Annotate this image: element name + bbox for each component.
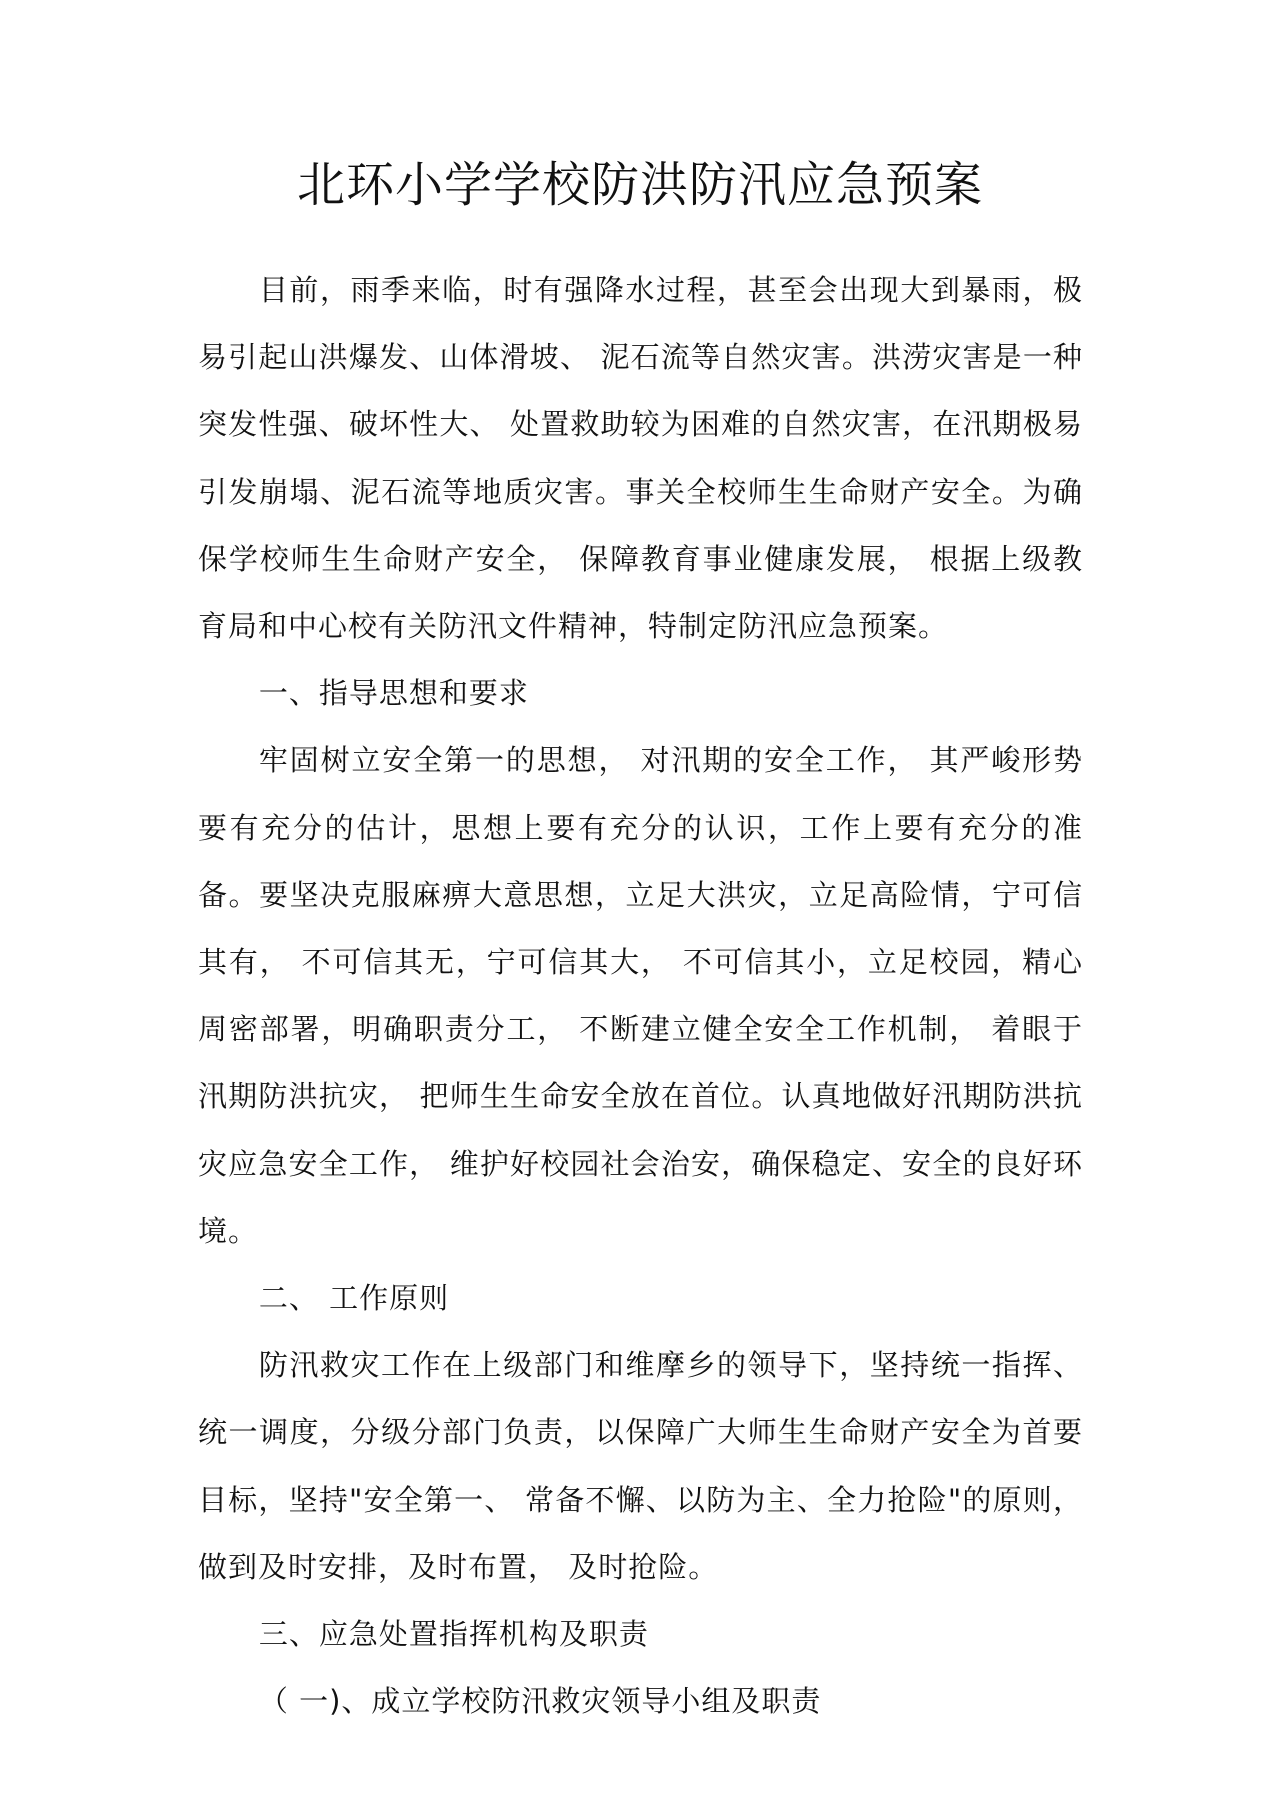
section-heading-2: 二、 工作原则 — [258, 1281, 450, 1316]
paragraph-intro: 目前，雨季来临，时有强降水过程，甚至会出现大到暴雨，极易引起山洪爆发、山体滑坡、 泥石流等自然灾害。洪涝灾害是一种突发性强、破坏性大、 处置救助较为困难的自然灾害，在汛期极易引发崩塌、泥石流等地质灾害。事关全校师生生命财产安全。为确保学校师生生命财产安全， 保障教育事业健康发展， 根据上级教育局和中心校有关防汛文件精神，特制定防汛应急预案。 — [198, 273, 1083, 644]
paragraph-guiding-thought: 牢固树立安全第一的思想， 对汛期的安全工作， 其严峻形势要有充分的估计，思想上要有充分的认识，工作上要有充分的准备。要坚决克服麻痹大意思想，立足大洪灾，立足高险情，宁可信其有， 不可信其无，宁可信其大， 不可信其小，立足校园，精心周密部署，明确职责分工， 不断建立健全安全工作机制， 着眼于汛期防洪抗灾， 把师生生命安全放在首位。认真地做好汛期防洪抗灾应急安全工作， 维护好校园社会治安，确保稳定、安全的良好环境。 — [198, 743, 1083, 1248]
subsection-heading-1: （ 一)、成立学校防汛救灾领导小组及职责 — [258, 1684, 822, 1719]
section-heading-1: 一、指导思想和要求 — [258, 676, 529, 711]
paragraph-work-principles: 防汛救灾工作在上级部门和维摩乡的领导下，坚持统一指挥、统一调度，分级分部门负责，以保障广大师生生命财产安全为首要目标，坚持"安全第一、 常备不懈、以防为主、全力抢险"的原则，做到及时安排，及时布置， 及时抢险。 — [198, 1348, 1083, 1584]
document-title: 北环小学学校防洪防汛应急预案 — [296, 157, 983, 213]
section-heading-3: 三、应急处置指挥机构及职责 — [258, 1617, 649, 1652]
document-body — [198, 257, 1083, 1735]
